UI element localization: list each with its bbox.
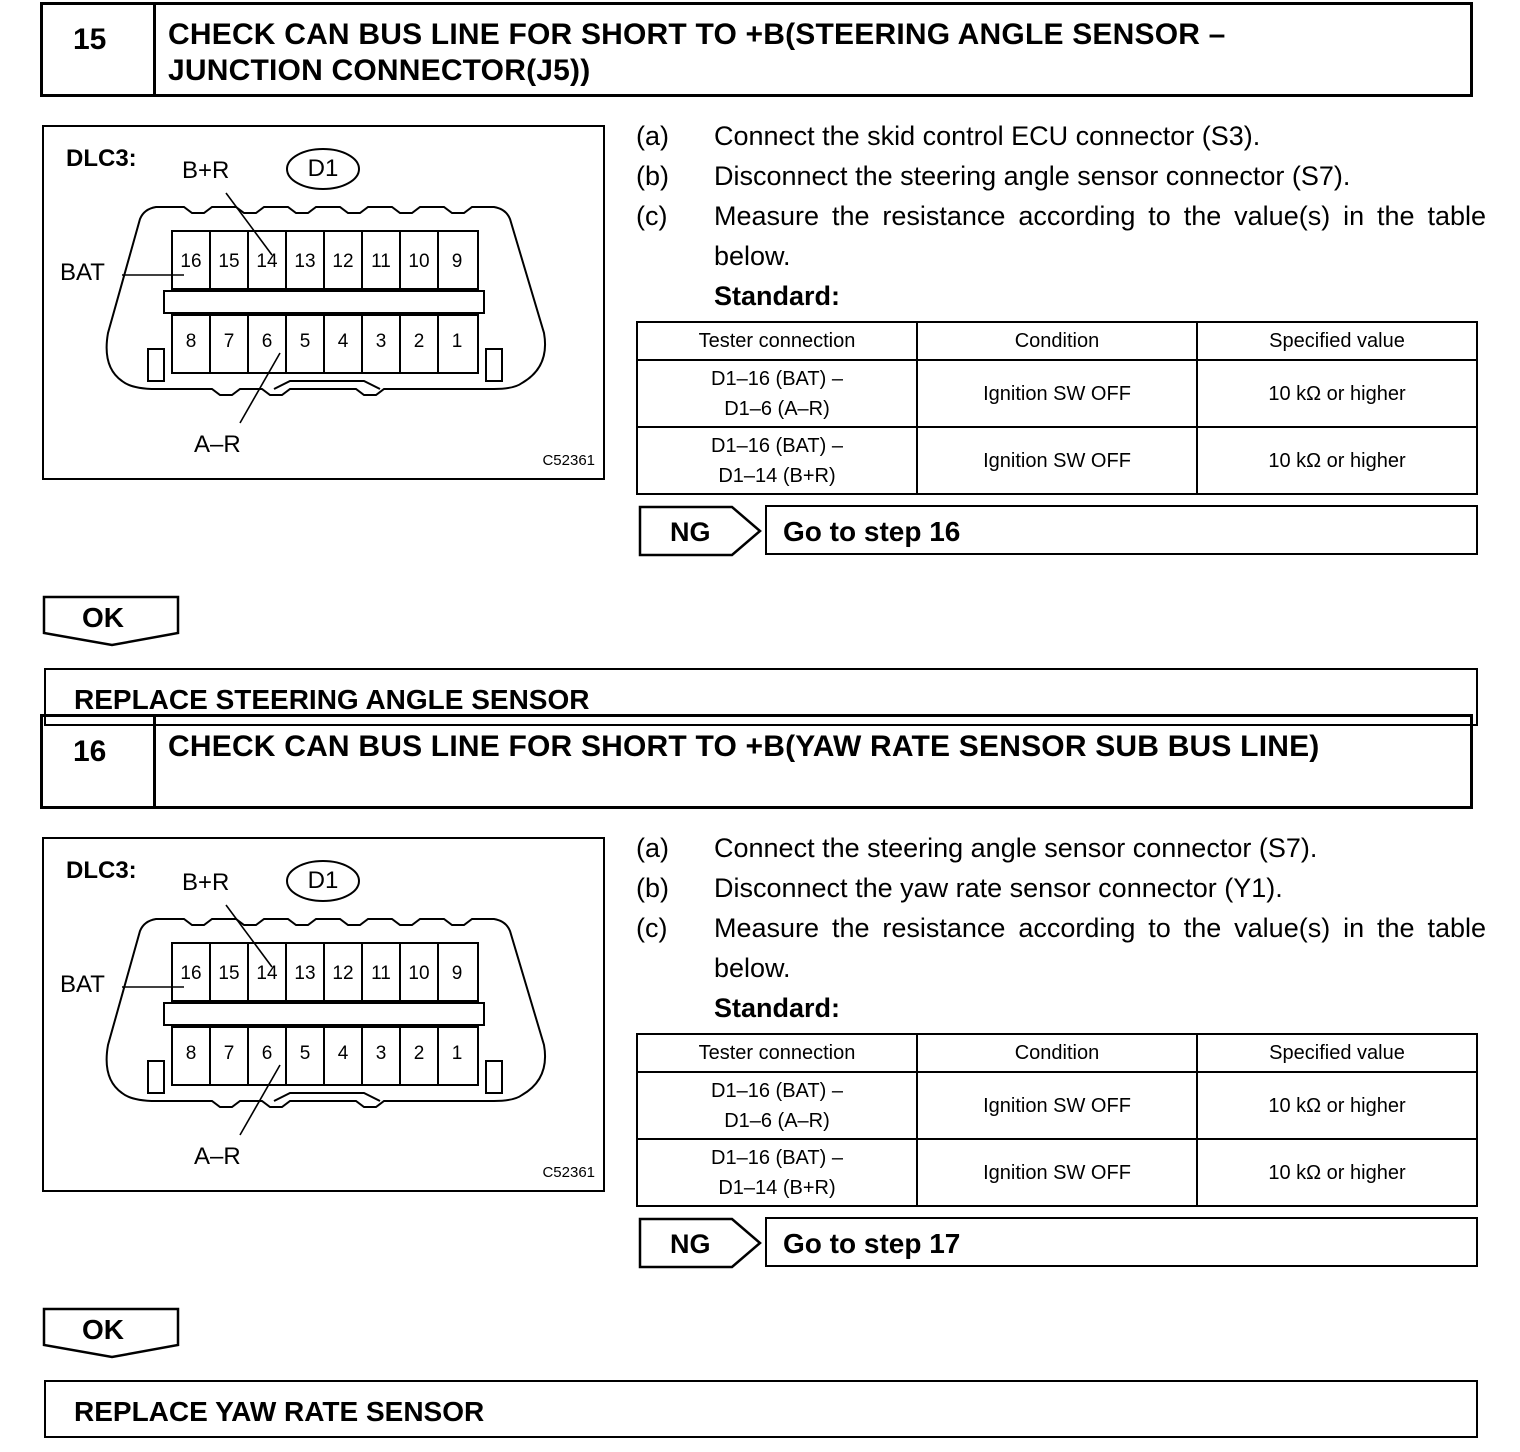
tester-connection-line: D1–16 (BAT) –	[711, 367, 843, 390]
table-header: Tester connection	[637, 1034, 917, 1072]
tester-connection-cell	[637, 1139, 917, 1206]
instruction-letter: (a)	[636, 121, 669, 151]
step-number: 15	[43, 5, 156, 94]
tester-connection-line: D1–6 (A–R)	[724, 1109, 830, 1132]
tester-connection-line: D1–6 (A–R)	[724, 397, 830, 420]
pin-number: 2	[413, 331, 425, 352]
instruction-item	[636, 156, 1486, 196]
br-callout: B+R	[182, 869, 230, 896]
instruction-text: Connect the skid control ECU connector (S3).	[714, 121, 1261, 151]
left-latch	[148, 349, 164, 381]
replace-action: REPLACE YAW RATE SENSOR	[44, 1380, 1478, 1438]
pin-number: 4	[337, 1043, 349, 1064]
instructions	[636, 116, 1486, 316]
step-header	[40, 2, 1473, 97]
pin-number: 1	[451, 1043, 463, 1064]
pin-number: 1	[451, 331, 463, 352]
instruction-letter: (a)	[636, 833, 669, 863]
pin-number: 8	[185, 331, 197, 352]
step-title: CHECK CAN BUS LINE FOR SHORT TO +B(STEERING ANGLE SENSOR – JUNCTION CONNECTOR(J5))	[168, 18, 1226, 87]
ng-action: Go to step 17	[765, 1217, 1478, 1267]
table-header: Specified value	[1197, 1034, 1477, 1072]
table-header-row	[637, 1034, 1477, 1072]
center-bar	[164, 1003, 484, 1025]
ok-label: OK	[82, 1314, 124, 1345]
instruction-text: Disconnect the steering angle sensor connector (S7).	[714, 161, 1351, 191]
pin-number: 3	[375, 331, 387, 352]
table-header: Tester connection	[637, 322, 917, 360]
step-number: 16	[43, 717, 156, 806]
tester-connection-line: D1–14 (B+R)	[718, 464, 836, 487]
instruction-text: Measure the resistance according to the value(s) in the table below.	[714, 913, 1486, 983]
condition-cell: Ignition SW OFF	[917, 1072, 1197, 1139]
pin-number: 2	[413, 1043, 425, 1064]
table-row	[637, 1139, 1477, 1206]
specified-value-cell: 10 kΩ or higher	[1197, 360, 1477, 427]
pin-number: 10	[408, 963, 430, 984]
pin-number: 8	[185, 1043, 197, 1064]
instruction-letter: (c)	[636, 201, 668, 231]
condition-cell: Ignition SW OFF	[917, 360, 1197, 427]
pin-number: 13	[294, 251, 316, 272]
step-header	[40, 714, 1473, 809]
instruction-text: Disconnect the yaw rate sensor connector (Y1).	[714, 873, 1283, 903]
table-row	[637, 427, 1477, 494]
step-title: CHECK CAN BUS LINE FOR SHORT TO +B(YAW RATE SENSOR SUB BUS LINE)	[168, 730, 1320, 763]
tester-connection-cell	[637, 427, 917, 494]
pin-number: 12	[332, 251, 354, 272]
instruction-item	[636, 868, 1486, 908]
instruction-item	[636, 908, 1486, 988]
figure-code: C52361	[542, 1164, 595, 1181]
pin-number: 10	[408, 251, 430, 272]
ar-callout: A–R	[194, 1143, 241, 1170]
table-row	[637, 360, 1477, 427]
table-row	[637, 1072, 1477, 1139]
spec-table	[636, 1033, 1478, 1207]
specified-value-cell: 10 kΩ or higher	[1197, 1072, 1477, 1139]
connector-id: D1	[307, 155, 339, 182]
pin-number: 7	[223, 331, 235, 352]
bat-callout: BAT	[60, 259, 105, 286]
pin-number: 4	[337, 331, 349, 352]
pin-number: 14	[256, 963, 278, 984]
specified-value-cell: 10 kΩ or higher	[1197, 1139, 1477, 1206]
dlc3-label: DLC3:	[66, 857, 137, 884]
dlc3-connector-diagram	[42, 125, 605, 480]
pin-number: 9	[451, 251, 463, 272]
tester-connection-cell	[637, 1072, 917, 1139]
instruction-text: Measure the resistance according to the value(s) in the table below.	[714, 201, 1486, 271]
pin-number: 7	[223, 1043, 235, 1064]
pin-number: 14	[256, 251, 278, 272]
tester-connection-line: D1–16 (BAT) –	[711, 434, 843, 457]
table-header: Condition	[917, 1034, 1197, 1072]
tester-connection-line: D1–16 (BAT) –	[711, 1079, 843, 1102]
table-header: Condition	[917, 322, 1197, 360]
pin-number: 9	[451, 963, 463, 984]
ng-label: NG	[670, 1229, 711, 1259]
specified-value-cell: 10 kΩ or higher	[1197, 427, 1477, 494]
pin-number: 5	[299, 331, 311, 352]
table-header-row	[637, 322, 1477, 360]
tester-connection-line: D1–14 (B+R)	[718, 1176, 836, 1199]
left-latch	[148, 1061, 164, 1093]
tester-connection-cell	[637, 360, 917, 427]
instruction-item	[636, 116, 1486, 156]
pin-number: 5	[299, 1043, 311, 1064]
right-latch	[486, 349, 502, 381]
connector-id: D1	[307, 867, 339, 894]
center-bar	[164, 291, 484, 313]
standard-label: Standard:	[714, 281, 841, 311]
instructions	[636, 828, 1486, 1028]
replace-action: REPLACE STEERING ANGLE SENSOR	[44, 668, 1478, 726]
ok-label: OK	[82, 602, 124, 633]
pin-number: 11	[371, 251, 391, 272]
right-latch	[486, 1061, 502, 1093]
ng-action: Go to step 16	[765, 505, 1478, 555]
connector-key	[274, 381, 380, 389]
pin-number: 6	[261, 331, 273, 352]
pin-number: 12	[332, 963, 354, 984]
pin-number: 15	[218, 251, 240, 272]
instruction-item	[636, 828, 1486, 868]
condition-cell: Ignition SW OFF	[917, 427, 1197, 494]
table-header: Specified value	[1197, 322, 1477, 360]
pin-number: 16	[180, 963, 202, 984]
figure-code: C52361	[542, 452, 595, 469]
instruction-text: Connect the steering angle sensor connector (S7).	[714, 833, 1318, 863]
connector-key	[274, 1093, 380, 1101]
pin-number: 15	[218, 963, 240, 984]
bat-callout: BAT	[60, 971, 105, 998]
instruction-item	[636, 196, 1486, 276]
ar-callout: A–R	[194, 431, 241, 458]
instruction-letter: (b)	[636, 873, 669, 903]
dlc3-connector-diagram	[42, 837, 605, 1192]
dlc3-label: DLC3:	[66, 145, 137, 172]
pin-number: 11	[371, 963, 391, 984]
ng-label: NG	[670, 517, 711, 547]
spec-table	[636, 321, 1478, 495]
standard-label: Standard:	[714, 993, 841, 1023]
br-callout: B+R	[182, 157, 230, 184]
pin-number: 13	[294, 963, 316, 984]
pin-number: 6	[261, 1043, 273, 1064]
tester-connection-line: D1–16 (BAT) –	[711, 1146, 843, 1169]
instruction-letter: (c)	[636, 913, 668, 943]
instruction-letter: (b)	[636, 161, 669, 191]
condition-cell: Ignition SW OFF	[917, 1139, 1197, 1206]
pin-number: 16	[180, 251, 202, 272]
pin-number: 3	[375, 1043, 387, 1064]
